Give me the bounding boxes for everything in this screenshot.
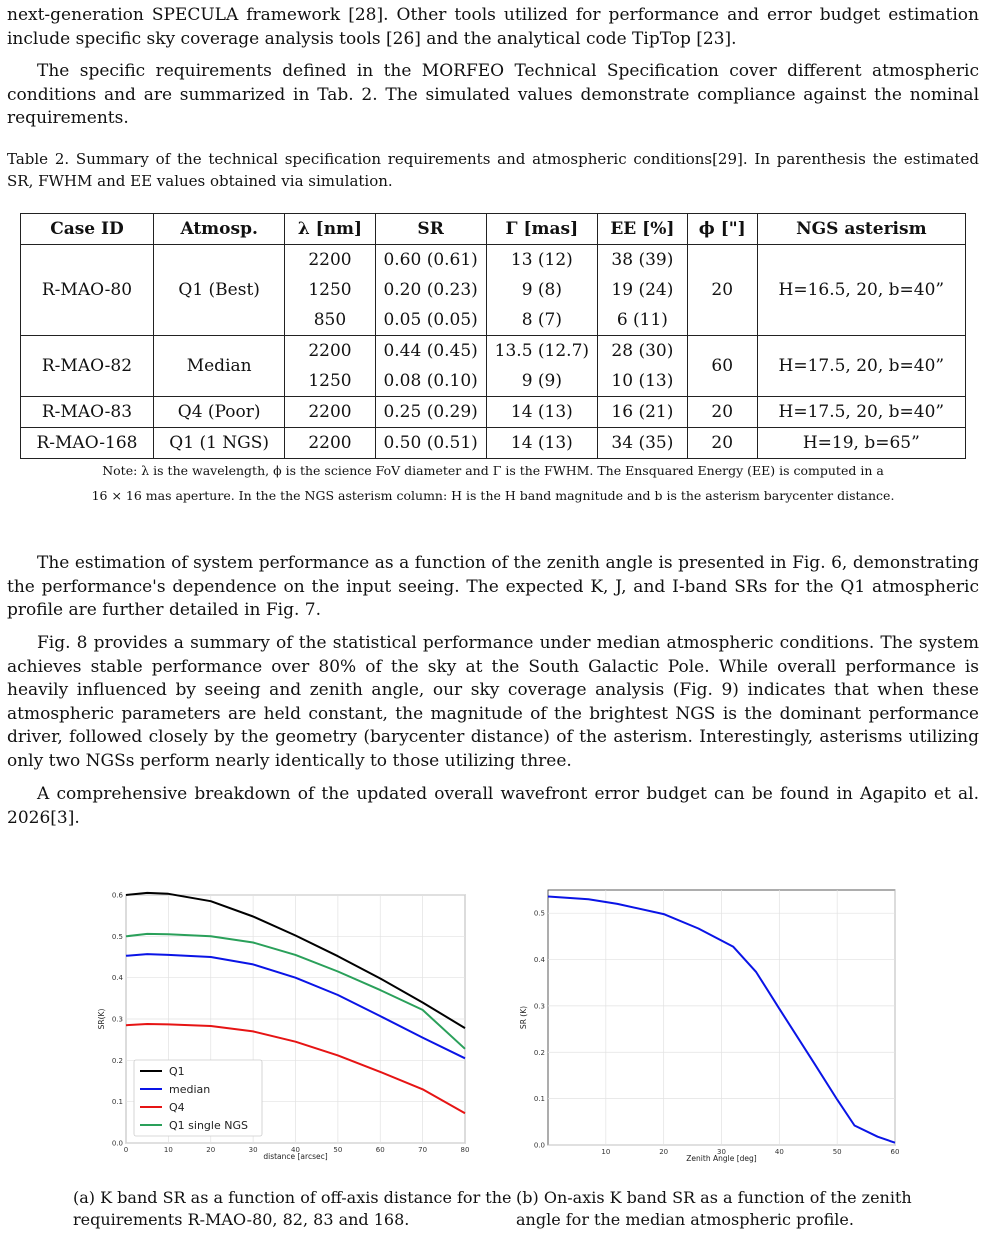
x-tick-label: 10 bbox=[601, 1148, 611, 1156]
y-tick-label: 0.5 bbox=[111, 932, 123, 941]
subfigure-b-text: On-axis K band SR as a function of the zenith angle for the median atmospheric profile. bbox=[516, 1188, 912, 1229]
chart-sr-vs-zenith bbox=[510, 885, 910, 1170]
cell-sr bbox=[375, 428, 486, 459]
cell-atmosphere: Q1 (1 NGS) bbox=[153, 428, 284, 459]
legend-entry: median bbox=[169, 1083, 211, 1096]
cell-sr-value: 0.25 (0.29) bbox=[383, 402, 478, 422]
y-tick-label: 0.4 bbox=[533, 956, 545, 965]
legend-entry: Q1 single NGS bbox=[169, 1119, 248, 1132]
paragraph-requirements: The specific requirements defined in the MORFEO Technical Specification cover different atmospheric conditions and are summarized in Tab. 2. The simulated values demonstrate compliance against the nominal requirements. bbox=[7, 61, 979, 128]
x-axis-label: distance [arcsec] bbox=[263, 1152, 328, 1161]
table-note-line1: Note: λ is the wavelength, ϕ is the science FoV diameter and Γ is the FWHM. The Ensquared Energy (EE) is computed in a bbox=[102, 463, 884, 478]
cell-wavelength bbox=[285, 428, 375, 459]
cell-ee-value: 34 (35) bbox=[611, 433, 674, 453]
cell-fwhm-value: 9 (9) bbox=[521, 371, 562, 391]
header-fwhm: Γ [mas] bbox=[486, 214, 597, 245]
x-tick-label: 30 bbox=[248, 1146, 258, 1154]
legend-entry: Q4 bbox=[169, 1101, 185, 1114]
y-tick-label: 0.0 bbox=[533, 1141, 545, 1150]
table-row bbox=[21, 245, 966, 336]
cell-case-id: R-MAO-83 bbox=[21, 397, 154, 428]
y-axis-label: SR (K) bbox=[519, 1005, 528, 1030]
y-tick-label: 0.0 bbox=[111, 1139, 123, 1148]
chart-sr-vs-distance bbox=[90, 885, 480, 1170]
cell-sr-value: 0.44 (0.45) bbox=[383, 341, 478, 361]
cell-ee-value: 19 (24) bbox=[611, 280, 674, 300]
cell-fov: 20 bbox=[687, 428, 757, 459]
cell-wavelength bbox=[285, 245, 375, 336]
cell-ngs: H=17.5, 20, b=40” bbox=[757, 336, 965, 397]
cell-atmosphere: Q1 (Best) bbox=[153, 245, 284, 336]
table-note-line2: 16 × 16 mas aperture. In the the NGS asterism column: H is the H band magnitude and b is the asterism barycenter distance. bbox=[91, 488, 895, 503]
cell-ee-value: 16 (21) bbox=[611, 402, 674, 422]
cell-wavelength-value: 2200 bbox=[308, 250, 352, 270]
y-tick-label: 0.2 bbox=[533, 1048, 545, 1057]
subfigure-a-text: K band SR as a function of off-axis distance for the requirements R-MAO-80, 82, 83 and 168. bbox=[73, 1188, 512, 1229]
cell-ee-value: 10 (13) bbox=[611, 371, 674, 391]
y-tick-label: 0.6 bbox=[111, 891, 123, 900]
table-caption: Table 2. Summary of the technical specification requirements and atmospheric conditions[29]. In parenthesis the estimated SR, FWHM and EE values obtained via simulation. bbox=[7, 150, 979, 190]
cell-fwhm bbox=[486, 428, 597, 459]
cell-wavelength-value: 1250 bbox=[308, 280, 352, 300]
cell-sr-value: 0.50 (0.51) bbox=[383, 433, 478, 453]
cell-sr-value: 0.08 (0.10) bbox=[383, 371, 478, 391]
cell-atmosphere: Q4 (Poor) bbox=[153, 397, 284, 428]
cell-wavelength-value: 2200 bbox=[308, 402, 352, 422]
cell-sr-value: 0.20 (0.23) bbox=[383, 280, 478, 300]
cell-fwhm-value: 14 (13) bbox=[510, 433, 573, 453]
cell-case-id: R-MAO-82 bbox=[21, 336, 154, 397]
cell-fwhm-value: 9 (8) bbox=[521, 280, 562, 300]
cell-wavelength-value: 2200 bbox=[308, 341, 352, 361]
x-tick-label: 80 bbox=[460, 1146, 470, 1154]
cell-ee-value: 28 (30) bbox=[611, 341, 674, 361]
x-tick-label: 60 bbox=[375, 1146, 385, 1154]
y-tick-label: 0.3 bbox=[533, 1002, 545, 1011]
table-row bbox=[21, 336, 966, 397]
subfigure-a-caption bbox=[73, 1187, 513, 1231]
x-tick-label: 70 bbox=[418, 1146, 428, 1154]
cell-fov: 60 bbox=[687, 336, 757, 397]
paragraph-intro: next-generation SPECULA framework [28]. Other tools utilized for performance and error budget estimation include specific sky coverage analysis tools [26] and the analytical code TipTop [23]. bbox=[7, 5, 979, 49]
cell-ee bbox=[597, 428, 687, 459]
cell-fwhm-value: 14 (13) bbox=[510, 402, 573, 422]
y-tick-label: 0.2 bbox=[111, 1056, 123, 1065]
table-row bbox=[21, 397, 966, 428]
x-tick-label: 60 bbox=[890, 1148, 900, 1156]
x-tick-label: 50 bbox=[333, 1146, 343, 1154]
y-tick-label: 0.5 bbox=[533, 909, 545, 918]
cell-atmosphere: Median bbox=[153, 336, 284, 397]
cell-ngs: H=19, b=65” bbox=[757, 428, 965, 459]
header-ee: EE [%] bbox=[597, 214, 687, 245]
paragraph-zenith: The estimation of system performance as a function of the zenith angle is presented in Fig. 6, demonstrating the performance's dependence on the input seeing. The expected K, J, and I-band SRs for the Q1 atmospheric profile are further detailed in Fig. 7. bbox=[7, 553, 979, 620]
x-tick-label: 10 bbox=[163, 1146, 173, 1154]
x-tick-label: 30 bbox=[717, 1148, 726, 1156]
y-tick-label: 0.4 bbox=[111, 974, 123, 983]
cell-wavelength bbox=[285, 397, 375, 428]
subfigure-a-label: (a) bbox=[73, 1188, 96, 1207]
cell-wavelength-value: 2200 bbox=[308, 433, 352, 453]
x-tick-label: 20 bbox=[659, 1148, 669, 1156]
cell-fov: 20 bbox=[687, 397, 757, 428]
y-axis-label: SR(K) bbox=[97, 1008, 106, 1030]
cell-fwhm bbox=[486, 336, 597, 397]
cell-ee bbox=[597, 336, 687, 397]
y-tick-label: 0.1 bbox=[111, 1098, 123, 1107]
header-atmosphere: Atmosp. bbox=[153, 214, 284, 245]
cell-wavelength-value: 1250 bbox=[308, 371, 352, 391]
cell-ee bbox=[597, 245, 687, 336]
requirements-table bbox=[20, 213, 966, 459]
subfigure-b-caption bbox=[516, 1187, 936, 1231]
y-tick-label: 0.1 bbox=[533, 1095, 545, 1104]
x-tick-label: 50 bbox=[832, 1148, 842, 1156]
table-row bbox=[21, 428, 966, 459]
header-ngs-asterism: NGS asterism bbox=[757, 214, 965, 245]
cell-fov: 20 bbox=[687, 245, 757, 336]
cell-fwhm-value: 13.5 (12.7) bbox=[494, 341, 590, 361]
cell-fwhm-value: 8 (7) bbox=[521, 310, 562, 330]
cell-wavelength bbox=[285, 336, 375, 397]
cell-case-id: R-MAO-80 bbox=[21, 245, 154, 336]
x-tick-label: 40 bbox=[774, 1148, 784, 1156]
paragraph-statistics: Fig. 8 provides a summary of the statistical performance under median atmospheric conditions. The system achieves stable performance over 80% of the sky at the South Galactic Pole. While overall performance is heavily influenced by seeing and zenith angle, our sky coverage analysis (Fig. 9) indicates that when these atmospheric parameters are held constant, the magnitude of the brightest NGS is the dominant performance driver, followed closely by the geometry (barycenter distance) of the asterism. Interestingly, asterisms utilizing only two NGSs perform nearly identically to those utilizing three. bbox=[7, 633, 979, 771]
cell-fwhm bbox=[486, 245, 597, 336]
x-tick-label: 40 bbox=[291, 1146, 300, 1154]
cell-ee bbox=[597, 397, 687, 428]
y-tick-label: 0.3 bbox=[111, 1015, 123, 1024]
cell-wavelength-value: 850 bbox=[313, 310, 347, 330]
cell-fwhm bbox=[486, 397, 597, 428]
cell-sr-value: 0.05 (0.05) bbox=[383, 310, 478, 330]
header-wavelength: λ [nm] bbox=[285, 214, 375, 245]
paragraph-error-budget: A comprehensive breakdown of the updated overall wavefront error budget can be found in Agapito et al. 2026[3]. bbox=[7, 784, 979, 828]
table-header-row bbox=[21, 214, 966, 245]
cell-sr-value: 0.60 (0.61) bbox=[383, 250, 478, 270]
cell-ee-value: 38 (39) bbox=[611, 250, 674, 270]
header-sr: SR bbox=[375, 214, 486, 245]
cell-case-id: R-MAO-168 bbox=[21, 428, 154, 459]
cell-ngs: H=16.5, 20, b=40” bbox=[757, 245, 965, 336]
x-tick-label: 0 bbox=[123, 1146, 129, 1154]
x-tick-label: 20 bbox=[206, 1146, 216, 1154]
cell-sr bbox=[375, 245, 486, 336]
subfigure-b-label: (b) bbox=[516, 1188, 539, 1207]
cell-fwhm-value: 13 (12) bbox=[510, 250, 573, 270]
cell-ee-value: 6 (11) bbox=[616, 310, 668, 330]
cell-sr bbox=[375, 397, 486, 428]
legend-entry: Q1 bbox=[169, 1065, 185, 1078]
x-axis-label: Zenith Angle [deg] bbox=[686, 1154, 757, 1163]
header-case-id: Case ID bbox=[21, 214, 154, 245]
header-fov: ϕ ["] bbox=[687, 214, 757, 245]
cell-sr bbox=[375, 336, 486, 397]
cell-ngs: H=17.5, 20, b=40” bbox=[757, 397, 965, 428]
